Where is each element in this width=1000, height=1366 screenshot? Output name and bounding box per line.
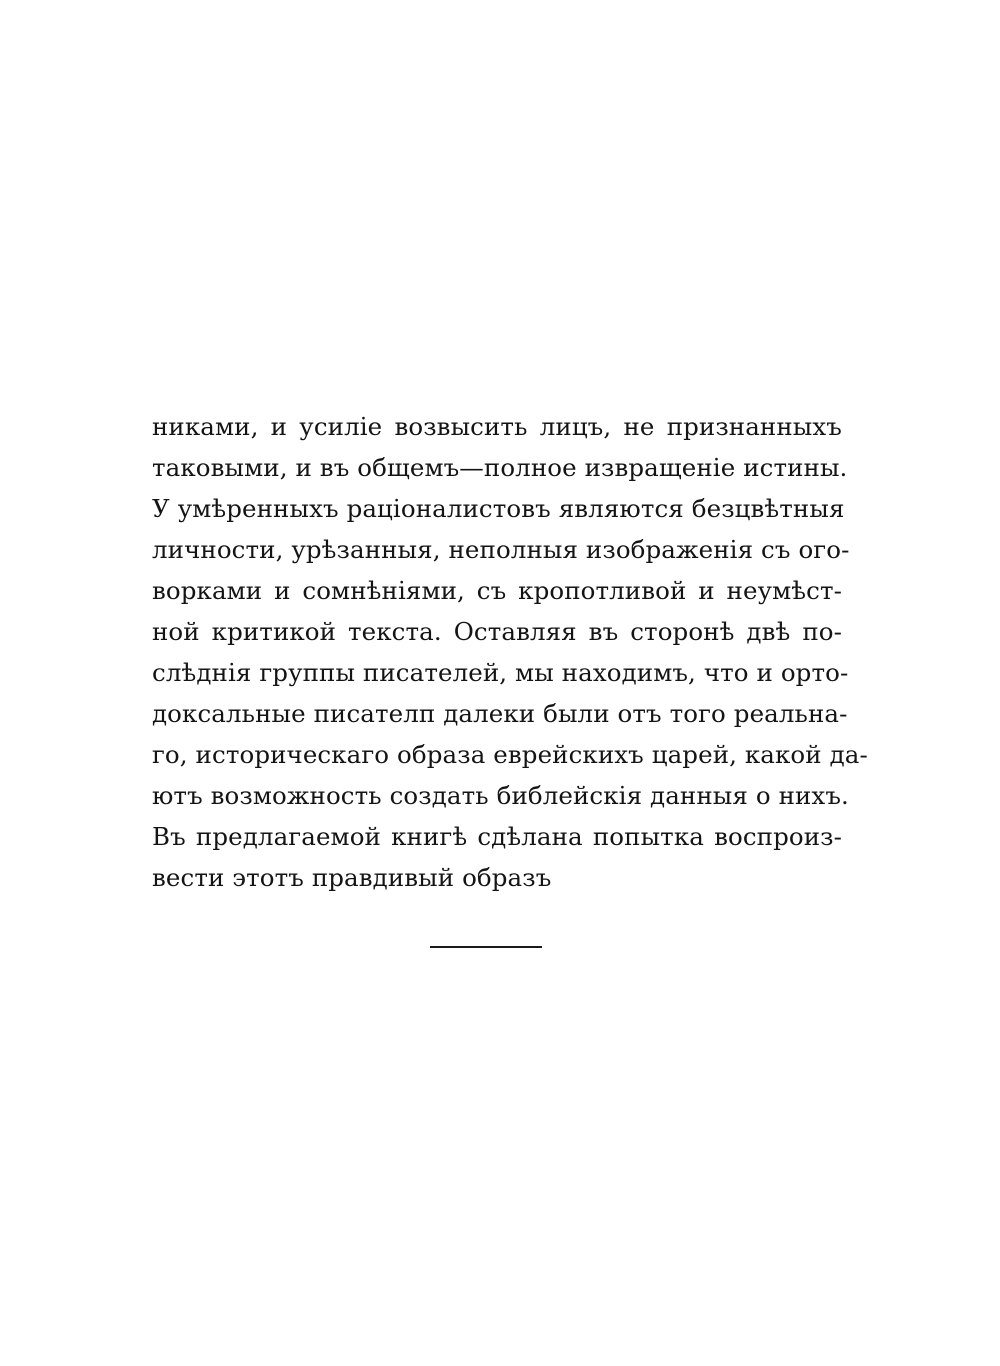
text-line: Въ предлагаемой книгѣ сдѣлана попытка воспроиз- [152,822,842,851]
text-line: ютъ возможность создать библейскія данныя о нихъ. [152,781,849,810]
body-paragraph [152,406,868,898]
text-line: ной критикой текста. Оставляя въ сторонѣ двѣ по- [152,617,842,646]
text-line: таковыми, и въ общемъ—полное извращеніе истины. [152,453,848,482]
text-line: У умѣренныхъ раціоналистовъ являются безцвѣтныя [152,494,845,523]
text-line: го, историческаго образа еврейскихъ царей, какой да- [152,740,868,769]
text-line-last: вести этотъ правдивый образъ [152,863,552,892]
text-line: слѣднія группы писателей, мы находимъ, что и орто- [152,658,849,687]
text-line: личности, урѣзанныя, неполныя изображенія съ ого- [152,535,850,564]
section-end-rule [430,946,542,948]
text-line: доксальные писателп далеки были отъ того реальна- [152,699,848,728]
text-line: ворками и сомнѣніями, съ кропотливой и неумѣст- [152,576,842,605]
text-line: никами, и усиліе возвысить лицъ, не признанныхъ [152,412,842,441]
